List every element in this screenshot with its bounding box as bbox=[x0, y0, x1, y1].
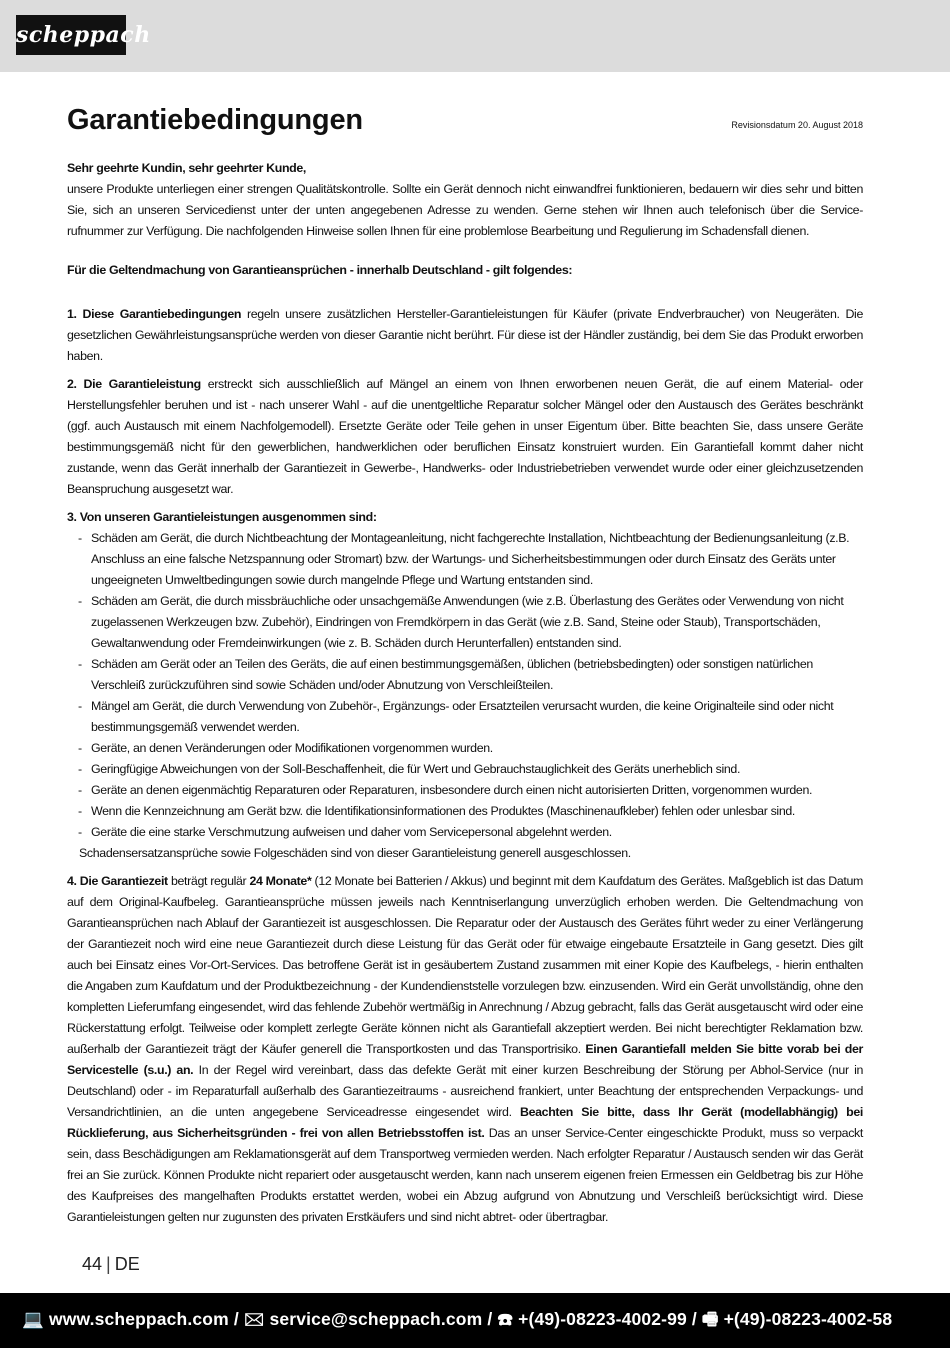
greeting: Sehr geehrte Kundin, sehr geehrter Kunde, bbox=[67, 161, 307, 175]
section-2-lead: Die Garantieleistung bbox=[83, 377, 201, 391]
section-1 bbox=[67, 304, 863, 367]
page-title: Garantiebedingungen bbox=[67, 104, 363, 136]
list-item: - Schäden am Gerät oder an Teilen des Geräts, die auf einen bestimmungsgemäßen, üblichen (betriebsbedingten) oder sonstigen natürlichen Verschleiß zurückzuführen sind sowie Schäden und/oder Abnutzung von Verschleißteilen. bbox=[91, 654, 863, 696]
list-item: - Geringfügige Abweichungen von der Soll-Beschaffenheit, die für Wert und Gebrauchstauglichkeit des Geräts unerheblich sind. bbox=[91, 759, 863, 780]
list-item: - Schäden am Gerät, die durch Nichtbeachtung der Montageanleitung, nicht fachgerechte Installation, Nichtbeachtung der Bedienungsanleitung (z.B. Anschluss an eine falsche Netzspannung oder Stromart) bzw. der Wartungs- und Sicherheitsbestimmungen oder durch Einsatz des Geräts unter ungeeigneten Umweltbedingungen sowie durch mangelnde Pflege und Wartung entstanden sind. bbox=[91, 528, 863, 591]
list-item: - Mängel am Gerät, die durch Verwendung von Zubehör-, Ergänzungs- oder Ersatzteilen verursacht wurden, die keine Originalteile sind oder nicht bestimmungsgemäß verwendet werden. bbox=[91, 696, 863, 738]
list-item: - Wenn die Kennzeichnung am Gerät bzw. die Identifikationsinformationen des Produktes (Maschinenaufkleber) fehlen oder unlesbar sind. bbox=[91, 801, 863, 822]
list-item: - Geräte die eine starke Verschmutzung aufweisen und daher vom Servicepersonal abgelehnt werden. bbox=[91, 822, 863, 843]
section-4-bold-3: Beachten Sie bitte, dass Ihr Gerät (modellabhängig) bei Rücklieferung, aus Sicherheitsgründen - frei von allen Betriebsstoffen ist. bbox=[67, 1105, 863, 1140]
section-4-lead: 4. Die Garantiezeit bbox=[67, 874, 168, 888]
exclusions-list bbox=[67, 528, 863, 843]
document-body bbox=[67, 100, 863, 1235]
intro-paragraph: unsere Produkte unterliegen einer strengen Qualitätskontrolle. Sollte ein Gerät dennoch nicht einwandfrei funktionieren, bedauern wir dies sehr und bitten Sie, sich an unseren Servicedienst unter der unten angegebenen Adresse zu wenden. Gerne stehen wir Ihnen auch telefonisch über die Service-rufnummer zur Verfügung. Die nachfolgenden Hinweise sollen Ihnen für eine problemlose Bearbeitung und Regulierung im Schadensfall dienen. bbox=[67, 182, 863, 238]
revision-date: Revisionsdatum 20. August 2018 bbox=[731, 120, 863, 130]
section-4-text-4: Das an unser Service-Center eingeschickte Produkt, muss so verpackt sein, dass Beschädigungen am Reklamationsgerät auf dem Transportweg vermieden werden. Nach erfolgter Reparatur / Austausch senden wir das Gerät frei an Sie zurück. Können Produkte nicht repariert oder ausgetauscht werden, kann nach unserem eigenen freien Ermessen ein Geldbetrag bis zur Höhe des Kaufpreises des mangelhaften Produkts erstattet werden, wobei ein Abzug aufgrund von Abnutzung und Verschleiß berücksichtigt wird. Diese Garantieleistungen gelten nur zugunsten des privaten Erstkäufers und sind nicht abtret- oder übertragbar. bbox=[67, 1126, 863, 1224]
section-4-text-1: beträgt regulär bbox=[167, 874, 250, 888]
title-row bbox=[67, 100, 863, 148]
section-1-text: regeln unsere zusätzlichen Hersteller-Garantieleistungen für Käufer (private Endverbraucher) von Neugeräten. Die gesetzlichen Gewährleistungsansprüche werden von dieser Garantie nicht berührt. Für diese ist der Händler zuständig, bei dem Sie das Produkt erworben haben. bbox=[67, 307, 864, 363]
list-item: - Geräte an denen eigenmächtig Reparaturen oder Reparaturen, insbesondere durch einen nicht autorisierten Dritten, vorgenommen wurden. bbox=[91, 780, 863, 801]
section-4 bbox=[67, 871, 863, 1228]
section-4-text-2: (12 Monate bei Batterien / Akkus) und beginnt mit dem Kaufdatum des Gerätes. Maßgeblich ist das Datum auf dem Original-Kaufbeleg. Garantieansprüche müssen jeweils nach Kenntniserlangung unverzüglich erhoben werden. Die Geltendmachung von Garantieansprüchen nach Ablauf der Garantiezeit ist ausgeschlossen. Die Reparatur oder der Austausch des Gerätes führt weder zu einer Verlängerung der Garantiezeit noch wird eine neue Garantiezeit durch diese Leistung für das Gerät oder für etwaige eingebaute Ersatzteile in Gang gesetzt. Dies gilt auch bei Einsatz eines Vor-Ort-Services. Das betroffene Gerät ist in gesäubertem Zustand zusammen mit einer Kopie des Kaufbelegs, - hierin enthalten die Angaben zum Kaufdatum und der Produktbezeichnung - der Kundendienststelle vorzulegen bzw. einzusenden. Wird ein Gerät unvollständig, ohne den kompletten Lieferumfang eingesendet, wird das fehlende Zubehör wertmäßig in Anrechnung / Abzug gebracht, falls das Gerät ausgetauscht wird oder eine Rückerstattung erfolgt. Teilweise oder komplett zerlegte Geräte können nicht als Garantiefall akzeptiert werden. Bei nicht berechtigter Reklamation bzw. außerhalb der Garantiezeit trägt der Käufer generell die Transportkosten und das Transportrisiko. bbox=[67, 874, 864, 1056]
subheading: Für die Geltendmachung von Garantieansprüchen - innerhalb Deutschland - gilt folgendes: bbox=[67, 263, 573, 277]
section-4-bold-1: 24 Monate* bbox=[249, 874, 312, 888]
page-number-separator: | bbox=[106, 1254, 111, 1274]
list-item: - Schäden am Gerät, die durch missbräuchliche oder unsachgemäße Anwendungen (wie z.B. Überlastung des Gerätes oder Verwendung von nicht zugelassenen Werkzeugen bzw. Zubehör), Eindringen von Fremdkörpern in das Gerät (wie z.B. Sand, Steine oder Staub), Transportschäden, Gewaltanwendung oder Fremdeinwirkungen (wie z. B. Schäden durch Herunterfallen) entstanden sind. bbox=[91, 591, 863, 654]
section-4-bold-2: Einen Garantiefall melden Sie bitte vorab bei der Servicestelle (s.u.) an. bbox=[67, 1042, 864, 1077]
contact-line: 💻 www.scheppach.com / 🖂 service@scheppach.com / ☎ +(49)-08223-4002-99 / 🖷 +(49)-08223-4002-58 bbox=[22, 1309, 893, 1329]
page-number-value: 44 bbox=[82, 1254, 103, 1274]
page-number bbox=[82, 1254, 140, 1275]
header-band bbox=[0, 0, 950, 72]
section-2-text: erstreckt sich ausschließlich auf Mängel an einem von Ihnen erworbenen neuen Gerät, die auf einem Material- oder Herstellungsfehler beruhen und ist - nach unserer Wahl - auf die unentgeltliche Reparatur solcher Mängel oder den Austausch des Gerätes beschränkt (ggf. auch Austausch mit einem Nachfolgemodell). Ersetzte Geräte oder Teile gehen in unser Eigentum über. Bitte beachten Sie, dass unsere Geräte bestimmungsgemäß nicht für den gewerblichen, handwerklichen oder beruflichen Einsatz konstruiert wurden. Ein Garantiefall kommt daher nicht zustande, wenn das Gerät innerhalb der Garantiezeit in Gewerbe-, Handwerks- oder Industriebetrieben verwendet wurde oder einer gleichzusetzenden Beanspruchung ausgesetzt war. bbox=[67, 377, 863, 496]
section-3-heading: 3. Von unseren Garantieleistungen ausgenommen sind: bbox=[67, 510, 377, 524]
section-4-text-3: In der Regel wird vereinbart, dass das defekte Gerät mit einer kurzen Beschreibung der Störung per Abhol-Service (nur in Deutschland) oder - im Reparaturfall außerhalb des Garantiezeitraums - ausreichend frankiert, unter Beachtung der entsprechenden Verpackungs- und Versandrichtlinien, an die unten angegebene Serviceadresse eingesendet wird. bbox=[67, 1063, 864, 1119]
page-language: DE bbox=[114, 1254, 140, 1274]
section-3-footer: Schadensersatzansprüche sowie Folgeschäden sind von dieser Garantieleistung generell ausgeschlossen. bbox=[79, 846, 631, 860]
section-2-number: 2. bbox=[67, 377, 77, 391]
list-item: - Geräte, an denen Veränderungen oder Modifikationen vorgenommen wurden. bbox=[91, 738, 863, 759]
section-2 bbox=[67, 374, 863, 500]
contact-footer-bar bbox=[0, 1293, 950, 1348]
section-1-lead: 1. Diese Garantiebedingungen bbox=[67, 307, 242, 321]
brand-logo: scheppach bbox=[16, 15, 126, 55]
